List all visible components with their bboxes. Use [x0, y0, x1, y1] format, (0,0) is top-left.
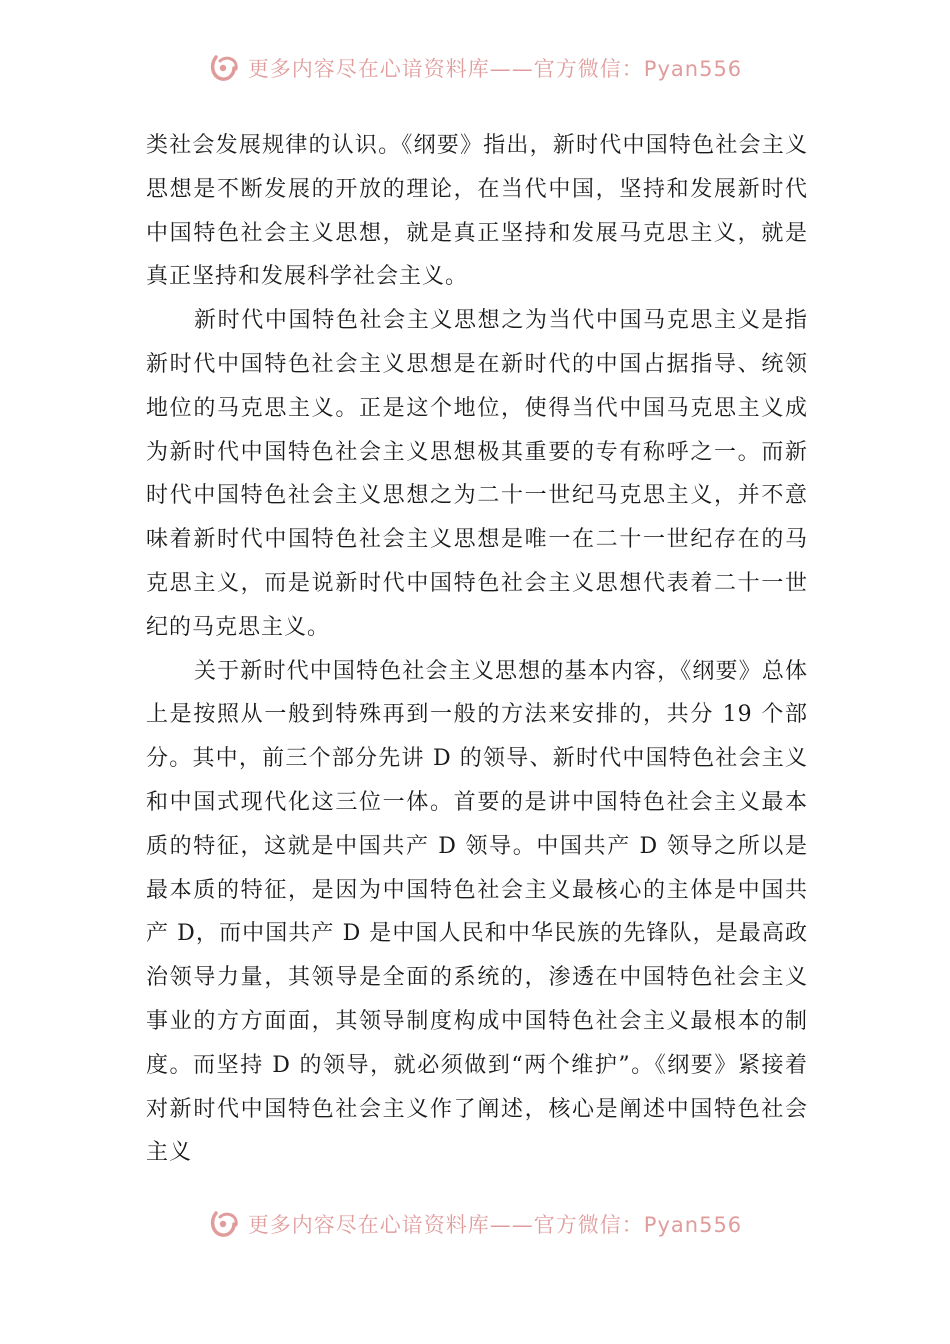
watermark-text: 更多内容尽在心谙资料库——官方微信：Pyan556: [247, 57, 743, 81]
paragraph-3: 关于新时代中国特色社会主义思想的基本内容，《纲要》总体上是按照从一般到特殊再到一般的方法来安排的，共分 19 个部分。其中，前三个部分先讲 D 的领导、新时代中国特色社会主义和中国式现代化这三位一体。首要的是讲中国特色社会主义最本质的特征，这就是中国共产 D 领导。中国共产 D 领导之所以是最本质的特征，是因为中国特色社会主义最核心的主体是中国共产 D，而中国共产 D 是中国人民和中华民族的先锋队，是最高政治领导力量，其领导是全面的系统的，渗透在中国特色社会主义事业的方方面面，其领导制度构成中国特色社会主义最根本的制度。而坚持 D 的领导，就必须做到“两个维护”。《纲要》紧接着对新时代中国特色社会主义作了阐述，核心是阐述中国特色社会主义: [146, 658, 808, 1166]
document-body: [146, 124, 808, 1175]
paragraph-1: 类社会发展规律的认识。《纲要》指出，新时代中国特色社会主义思想是不断发展的开放的理论，在当代中国，坚持和发展新时代中国特色社会主义思想，就是真正坚持和发展马克思主义，就是真正坚持和发展科学社会主义。: [146, 133, 808, 290]
watermark-logo-icon: [208, 1207, 242, 1241]
paragraph-2: 新时代中国特色社会主义思想之为当代中国马克思主义是指新时代中国特色社会主义思想是在新时代的中国占据指导、统领地位的马克思主义。正是这个地位，使得当代中国马克思主义成为新时代中国特色社会主义思想极其重要的专有称呼之一。而新时代中国特色社会主义思想之为二十一世纪马克思主义，并不意味着新时代中国特色社会主义思想是唯一在二十一世纪存在的马克思主义，而是说新时代中国特色社会主义思想代表着二十一世纪的马克思主义。: [146, 308, 808, 640]
footer-watermark: [0, 1204, 950, 1244]
watermark-text: 更多内容尽在心谙资料库——官方微信：Pyan556: [247, 1213, 743, 1237]
header-watermark: [0, 48, 950, 88]
watermark-logo-icon: [208, 51, 242, 85]
